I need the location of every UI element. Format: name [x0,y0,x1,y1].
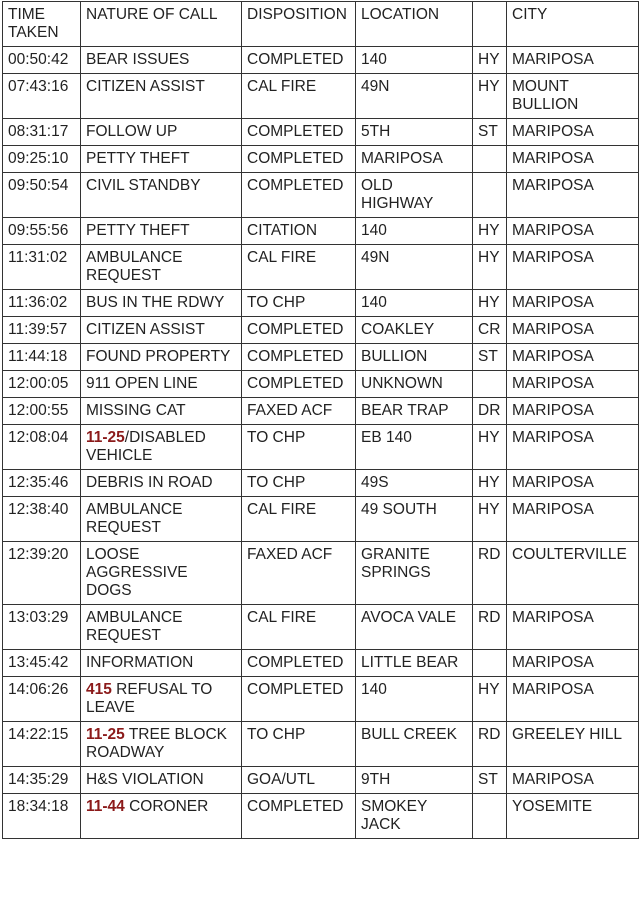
cell-suffix [473,371,507,398]
cell-city: MARIPOSA [507,317,639,344]
cell-suffix: HY [473,497,507,542]
cell-suffix: HY [473,218,507,245]
cell-city: MOUNT BULLION [507,74,639,119]
cell-nature [81,290,242,317]
table-row [3,119,639,146]
cell-suffix: RD [473,605,507,650]
cell-nature [81,371,242,398]
cell-nature [81,650,242,677]
cell-location: GRANITE SPRINGS [356,542,473,605]
nature-text: DEBRIS IN ROAD [86,474,213,491]
cell-suffix: HY [473,290,507,317]
nature-text: BUS IN THE RDWY [86,294,225,311]
cell-city: COULTERVILLE [507,542,639,605]
cell-suffix: CR [473,317,507,344]
cell-location: OLD HIGHWAY [356,173,473,218]
cell-disposition: COMPLETED [242,371,356,398]
cell-suffix [473,794,507,839]
cell-suffix: ST [473,119,507,146]
cell-suffix [473,146,507,173]
cell-time: 12:35:46 [3,470,81,497]
table-row [3,245,639,290]
nature-text: CIVIL STANDBY [86,177,201,194]
cell-time: 11:36:02 [3,290,81,317]
cell-disposition: FAXED ACF [242,542,356,605]
cell-suffix: HY [473,245,507,290]
cell-city: GREELEY HILL [507,722,639,767]
table-row [3,173,639,218]
nature-text: LOOSE AGGRESSIVE DOGS [86,546,192,599]
cell-disposition: COMPLETED [242,344,356,371]
cell-disposition: TO CHP [242,290,356,317]
cell-disposition: TO CHP [242,470,356,497]
nature-text: FOUND PROPERTY [86,348,231,365]
cell-time: 09:25:10 [3,146,81,173]
cell-city: MARIPOSA [507,677,639,722]
nature-text: CITIZEN ASSIST [86,78,205,95]
cell-disposition: COMPLETED [242,794,356,839]
cell-time: 12:00:55 [3,398,81,425]
cell-nature [81,146,242,173]
cell-disposition: TO CHP [242,425,356,470]
header-time: TIME TAKEN [3,2,81,47]
call-log-table [2,1,639,839]
cell-location: 49 SOUTH [356,497,473,542]
cell-suffix: HY [473,74,507,119]
cell-disposition: COMPLETED [242,146,356,173]
cell-disposition: CAL FIRE [242,497,356,542]
nature-text: CORONER [124,798,209,815]
cell-suffix: RD [473,542,507,605]
cell-city: MARIPOSA [507,605,639,650]
cell-disposition: COMPLETED [242,317,356,344]
cell-suffix [473,173,507,218]
cell-disposition: GOA/UTL [242,767,356,794]
cell-disposition: COMPLETED [242,119,356,146]
cell-nature [81,317,242,344]
cell-suffix: HY [473,47,507,74]
cell-city: MARIPOSA [507,767,639,794]
cell-time: 00:50:42 [3,47,81,74]
cell-disposition: CITATION [242,218,356,245]
cell-time: 12:39:20 [3,542,81,605]
cell-location: BEAR TRAP [356,398,473,425]
cell-nature [81,542,242,605]
call-code: 11-44 [86,798,125,815]
cell-location: SMOKEY JACK [356,794,473,839]
cell-suffix: HY [473,677,507,722]
cell-nature [81,344,242,371]
cell-disposition: TO CHP [242,722,356,767]
cell-time: 14:35:29 [3,767,81,794]
cell-time: 12:00:05 [3,371,81,398]
cell-location: 140 [356,47,473,74]
cell-disposition: CAL FIRE [242,245,356,290]
nature-text: TREE BLOCK ROADWAY [86,726,232,761]
cell-disposition: CAL FIRE [242,74,356,119]
nature-text: BEAR ISSUES [86,51,190,68]
cell-suffix: DR [473,398,507,425]
cell-city: YOSEMITE [507,794,639,839]
cell-suffix [473,650,507,677]
cell-disposition: FAXED ACF [242,398,356,425]
table-row [3,470,639,497]
cell-city: MARIPOSA [507,344,639,371]
cell-location: 140 [356,677,473,722]
cell-suffix: ST [473,767,507,794]
header-city: CITY [507,2,639,47]
cell-city: MARIPOSA [507,425,639,470]
header-suffix [473,2,507,47]
header-disposition: DISPOSITION [242,2,356,47]
cell-time: 11:31:02 [3,245,81,290]
table-row [3,722,639,767]
cell-suffix: ST [473,344,507,371]
table-row [3,74,639,119]
nature-text: AMBULANCE REQUEST [86,249,187,284]
cell-nature [81,245,242,290]
cell-city: MARIPOSA [507,290,639,317]
nature-text: AMBULANCE REQUEST [86,609,187,644]
cell-nature [81,605,242,650]
nature-text: CITIZEN ASSIST [86,321,205,338]
table-row [3,317,639,344]
cell-suffix: RD [473,722,507,767]
header-nature: NATURE OF CALL [81,2,242,47]
cell-location: 9TH [356,767,473,794]
nature-text: 911 OPEN LINE [86,375,198,392]
cell-city: MARIPOSA [507,470,639,497]
cell-nature [81,470,242,497]
cell-location: COAKLEY [356,317,473,344]
cell-location: EB 140 [356,425,473,470]
cell-location: UNKNOWN [356,371,473,398]
nature-text: REFUSAL TO LEAVE [86,681,217,716]
table-row [3,497,639,542]
cell-location: AVOCA VALE [356,605,473,650]
cell-nature [81,497,242,542]
cell-location: LITTLE BEAR [356,650,473,677]
table-row [3,650,639,677]
cell-time: 14:22:15 [3,722,81,767]
cell-time: 18:34:18 [3,794,81,839]
cell-city: MARIPOSA [507,650,639,677]
cell-city: MARIPOSA [507,497,639,542]
cell-time: 08:31:17 [3,119,81,146]
cell-nature [81,425,242,470]
cell-nature [81,173,242,218]
table-row [3,47,639,74]
cell-disposition: COMPLETED [242,173,356,218]
table-row [3,767,639,794]
call-code: 11-25 [86,726,125,743]
cell-city: MARIPOSA [507,245,639,290]
table-row [3,794,639,839]
cell-time: 12:08:04 [3,425,81,470]
nature-text: AMBULANCE REQUEST [86,501,187,536]
cell-location: 49N [356,245,473,290]
cell-city: MARIPOSA [507,398,639,425]
call-code: 11-25 [86,429,125,446]
cell-nature [81,722,242,767]
cell-city: MARIPOSA [507,146,639,173]
cell-time: 13:45:42 [3,650,81,677]
cell-suffix: HY [473,425,507,470]
cell-city: MARIPOSA [507,371,639,398]
cell-time: 09:50:54 [3,173,81,218]
table-row [3,605,639,650]
header-row [3,2,639,47]
table-row [3,146,639,173]
nature-text: H&S VIOLATION [86,771,204,788]
cell-nature [81,74,242,119]
table-row [3,425,639,470]
nature-text: FOLLOW UP [86,123,178,140]
cell-disposition: CAL FIRE [242,605,356,650]
cell-city: MARIPOSA [507,218,639,245]
nature-text: PETTY THEFT [86,222,190,239]
cell-time: 11:44:18 [3,344,81,371]
cell-city: MARIPOSA [507,47,639,74]
cell-nature [81,119,242,146]
nature-text: /DISABLED VEHICLE [86,429,211,464]
call-code: 415 [86,681,112,698]
cell-location: 49S [356,470,473,497]
cell-disposition: COMPLETED [242,677,356,722]
cell-nature [81,767,242,794]
cell-nature [81,47,242,74]
cell-suffix: HY [473,470,507,497]
cell-nature [81,794,242,839]
cell-time: 14:06:26 [3,677,81,722]
cell-time: 07:43:16 [3,74,81,119]
cell-time: 11:39:57 [3,317,81,344]
nature-text: PETTY THEFT [86,150,190,167]
table-row [3,542,639,605]
cell-time: 12:38:40 [3,497,81,542]
cell-location: 140 [356,290,473,317]
table-row [3,677,639,722]
cell-location: BULL CREEK [356,722,473,767]
cell-location: BULLION [356,344,473,371]
table-row [3,218,639,245]
table-row [3,344,639,371]
cell-city: MARIPOSA [507,173,639,218]
cell-disposition: COMPLETED [242,47,356,74]
cell-location: 5TH [356,119,473,146]
table-row [3,398,639,425]
cell-nature [81,677,242,722]
cell-location: MARIPOSA [356,146,473,173]
cell-time: 09:55:56 [3,218,81,245]
cell-time: 13:03:29 [3,605,81,650]
cell-disposition: COMPLETED [242,650,356,677]
cell-nature [81,398,242,425]
table-row [3,290,639,317]
table-row [3,371,639,398]
nature-text: INFORMATION [86,654,194,671]
cell-location: 140 [356,218,473,245]
nature-text: MISSING CAT [86,402,186,419]
cell-location: 49N [356,74,473,119]
cell-nature [81,218,242,245]
header-location: LOCATION [356,2,473,47]
cell-city: MARIPOSA [507,119,639,146]
